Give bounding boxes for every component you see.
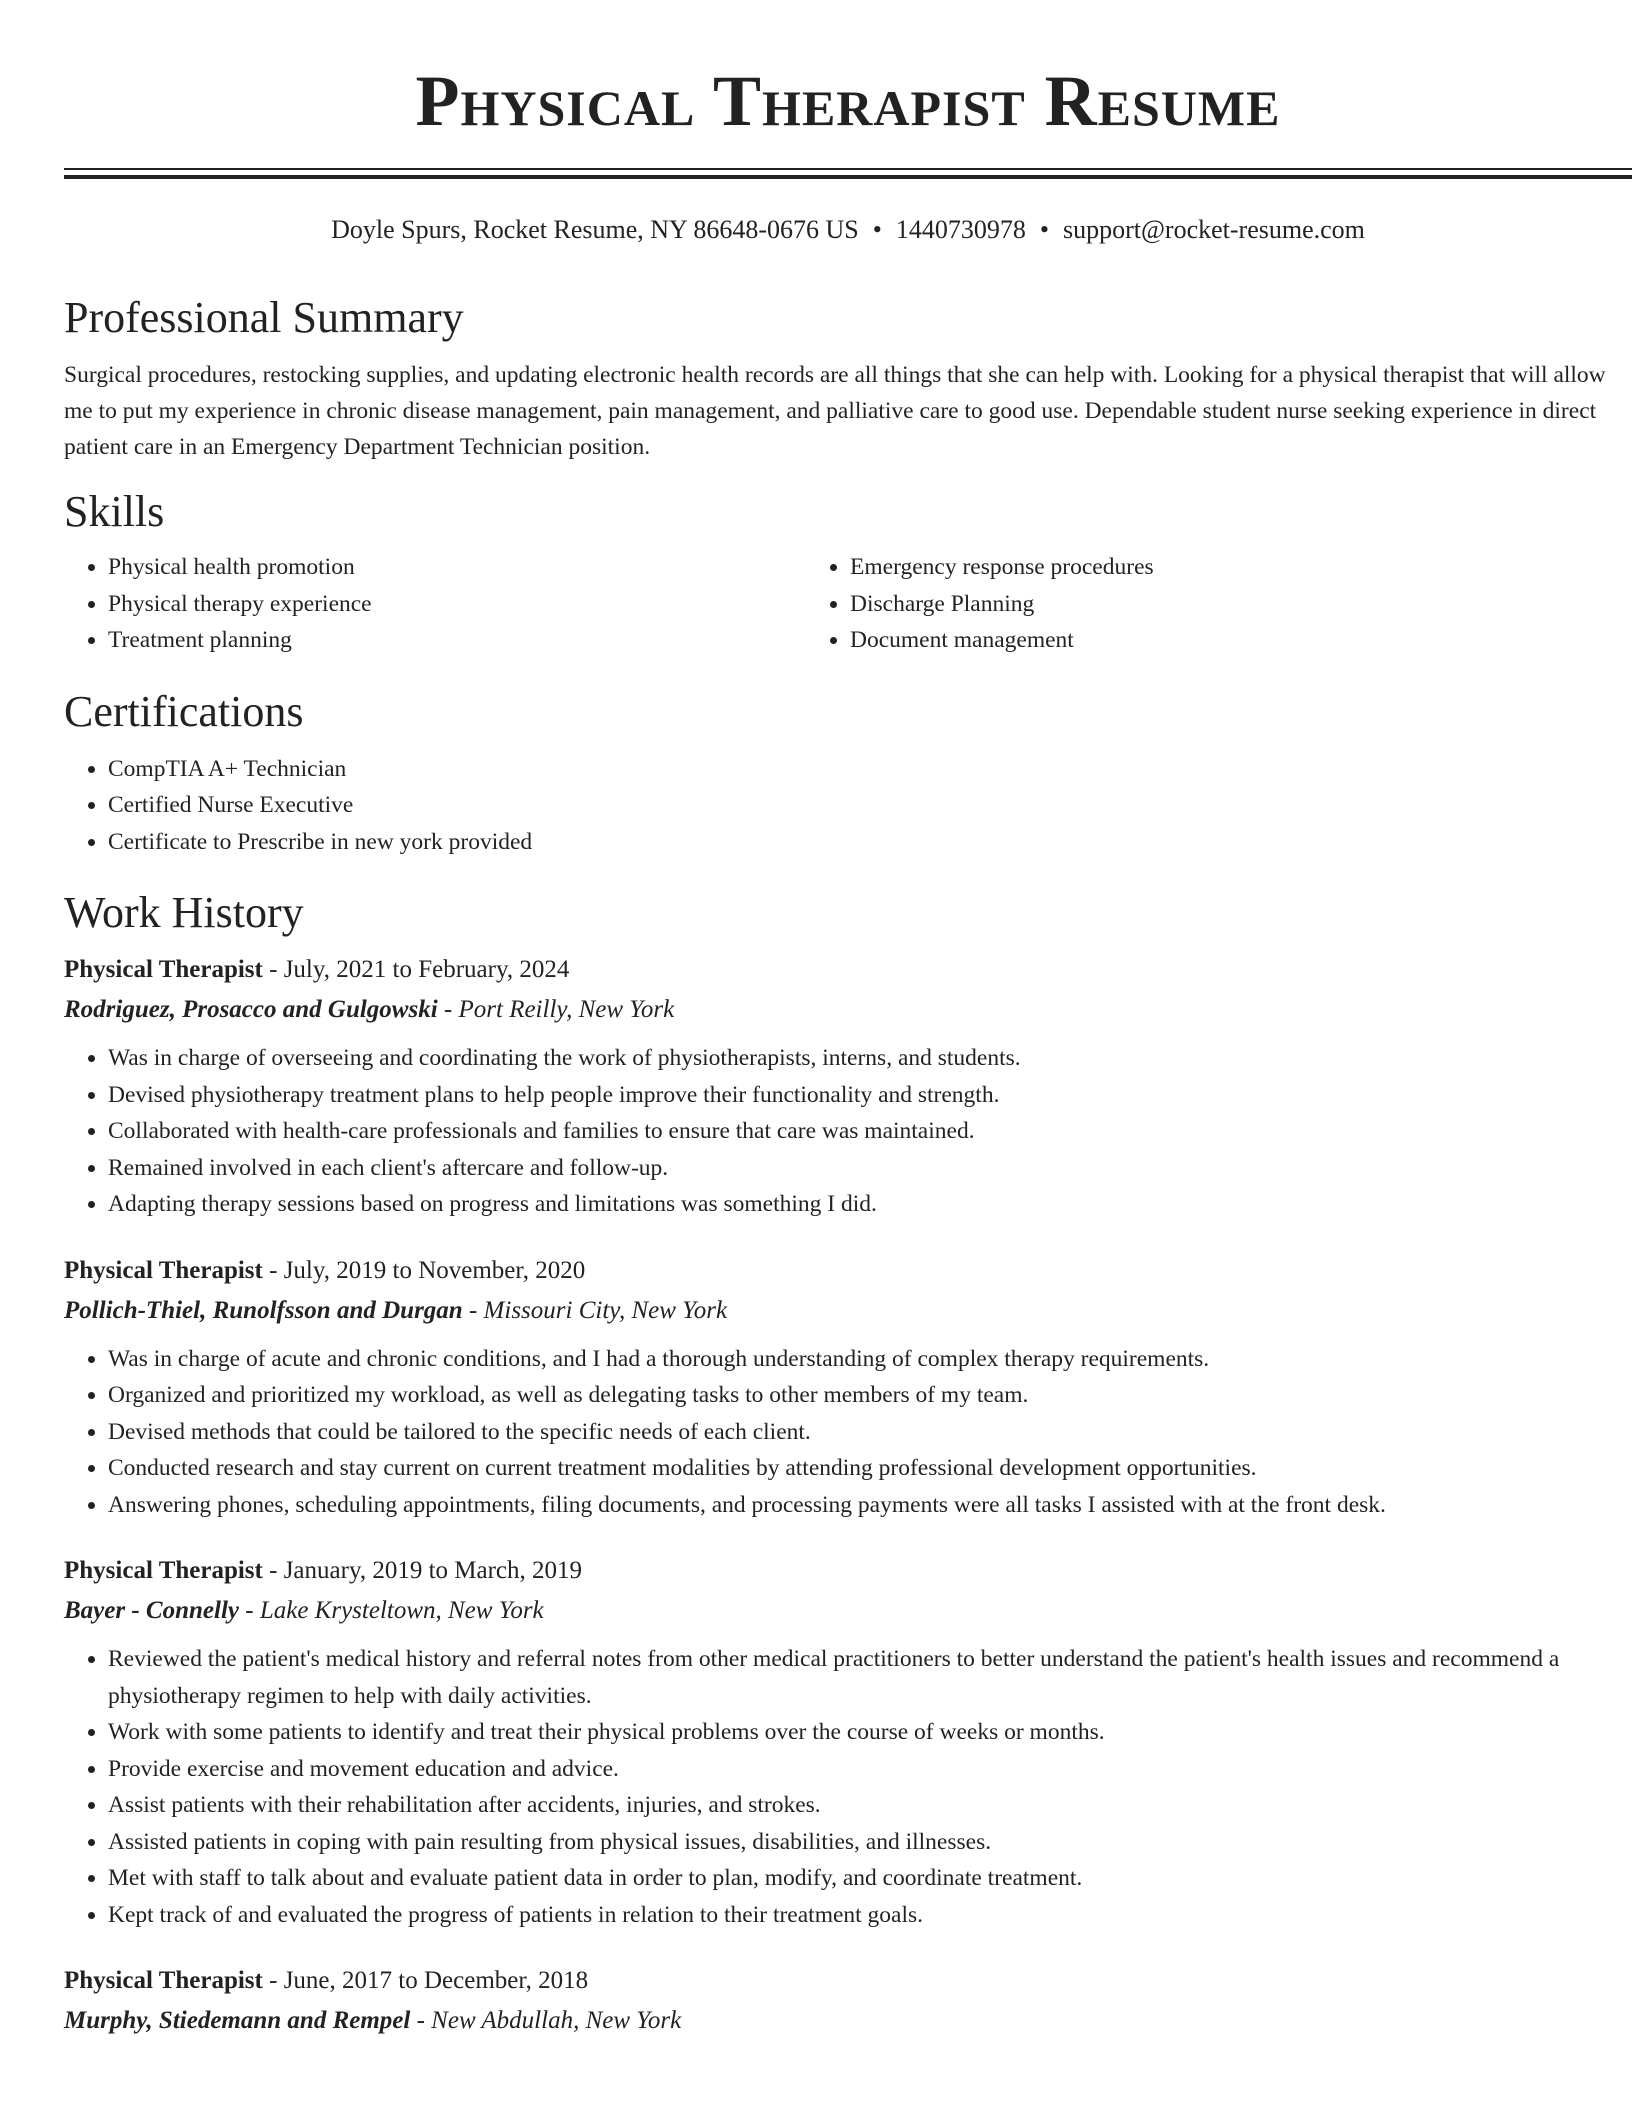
job-bullet: • Reviewed the patient's medical history and referral notes from other medical practitioners to better understand the patient's health issues and recommend a physiotherapy regimen to help with daily activities. <box>108 1641 1632 1714</box>
job-entry <box>64 1551 1632 1933</box>
title-divider <box>64 168 1632 179</box>
job-dates: - June, 2017 to December, 2018 <box>262 1967 589 1994</box>
job-header <box>64 1551 1632 1591</box>
job-bullet: • Collaborated with health-care professionals and families to ensure that care was maintained. <box>108 1113 1632 1150</box>
job-dates: - July, 2021 to February, 2024 <box>262 956 570 983</box>
job-bullet: • Answering phones, scheduling appointments, filing documents, and processing payments were all tasks I assisted with at the front desk. <box>108 1487 1632 1524</box>
job-bullets <box>64 1341 1632 1524</box>
job-bullet: • Adapting therapy sessions based on progress and limitations was something I did. <box>108 1186 1632 1223</box>
skills-grid <box>64 549 1632 659</box>
job-company: Murphy, Stiedemann and Rempel <box>64 2007 411 2034</box>
contact-email: support@rocket-resume.com <box>1062 215 1365 244</box>
job-header <box>64 950 1632 990</box>
resume-page <box>64 0 1632 2041</box>
skill-item: • Document management <box>850 622 1548 659</box>
resume-title: Physical Therapist Resume <box>415 61 1281 141</box>
certification-item: • CompTIA A+ Technician <box>108 751 1632 788</box>
job-bullets <box>64 1641 1632 1933</box>
work-history-section <box>64 886 1632 2041</box>
certifications-section <box>64 685 1632 861</box>
skills-section <box>64 485 1632 659</box>
job-company-line <box>64 2001 1632 2041</box>
job-dates: - July, 2019 to November, 2020 <box>262 1256 586 1284</box>
certification-item: • Certificate to Prescribe in new york provided <box>108 824 1632 861</box>
job-header <box>64 1961 1632 2001</box>
job-location: - Lake Krysteltown, New York <box>239 1597 544 1624</box>
job-bullet: • Conducted research and stay current on current treatment modalities by attending professional development opportunities. <box>108 1450 1632 1487</box>
job-title: Physical Therapist <box>64 1967 263 1994</box>
skills-heading: Skills <box>64 487 165 536</box>
job-bullet: • Kept track of and evaluated the progress of patients in relation to their treatment goals. <box>108 1897 1632 1934</box>
job-company-line <box>64 1291 1632 1331</box>
job-company-line <box>64 990 1632 1030</box>
summary-section <box>64 291 1632 465</box>
skills-column-left <box>64 549 806 659</box>
job-location: - New Abdullah, New York <box>410 2007 682 2034</box>
job-company: Pollich-Thiel, Runolfsson and Durgan <box>64 1296 463 1324</box>
job-entry <box>64 1961 1632 2041</box>
job-bullet: • Assist patients with their rehabilitation after accidents, injuries, and strokes. <box>108 1787 1632 1824</box>
job-bullet: • Was in charge of overseeing and coordinating the work of physiotherapists, interns, and students. <box>108 1040 1632 1077</box>
job-bullet: • Was in charge of acute and chronic conditions, and I had a thorough understanding of complex therapy requirements. <box>108 1341 1632 1378</box>
job-location: - Missouri City, New York <box>462 1296 728 1324</box>
job-title: Physical Therapist <box>64 1557 263 1584</box>
contact-address: Doyle Spurs, Rocket Resume, NY 86648-0676 US <box>331 215 859 244</box>
job-bullet: • Devised methods that could be tailored to the specific needs of each client. <box>108 1414 1632 1451</box>
job-company: Rodriguez, Prosacco and Gulgowski <box>64 996 438 1023</box>
skill-item: • Discharge Planning <box>850 586 1548 623</box>
job-header <box>64 1251 1632 1291</box>
job-bullet: • Work with some patients to identify and treat their physical problems over the course of weeks or months. <box>108 1714 1632 1751</box>
summary-text: Surgical procedures, restocking supplies, and updating electronic health records are all things that she can help with. Looking for a physical therapist that will allow me to put my experience in chronic disease management, pain management, and palliative care to good use. Dependable student nurse seeking experience in direct patient care in an Emergency Department Technician position. <box>64 362 1606 460</box>
job-title: Physical Therapist <box>64 956 263 983</box>
job-location: - Port Reilly, New York <box>437 996 675 1023</box>
job-bullets <box>64 1040 1632 1223</box>
job-bullet: • Organized and prioritized my workload, as well as delegating tasks to other members of my team. <box>108 1377 1632 1414</box>
work-history-heading: Work History <box>64 888 304 937</box>
job-bullet: • Provide exercise and movement education and advice. <box>108 1751 1632 1788</box>
contact-line <box>64 213 1632 247</box>
contact-phone: 1440730978 <box>895 215 1026 244</box>
skills-column-right <box>806 549 1548 659</box>
certification-item: • Certified Nurse Executive <box>108 787 1632 824</box>
job-bullet: • Assisted patients in coping with pain resulting from physical issues, disabilities, and illnesses. <box>108 1824 1632 1861</box>
skill-item: • Physical therapy experience <box>108 586 806 623</box>
certifications-heading: Certifications <box>64 686 304 736</box>
job-bullet: • Met with staff to talk about and evaluate patient data in order to plan, modify, and coordinate treatment. <box>108 1860 1632 1897</box>
contact-separator: • <box>1039 215 1049 244</box>
summary-heading: Professional Summary <box>64 293 464 342</box>
job-title: Physical Therapist <box>64 1256 263 1284</box>
job-bullet: • Devised physiotherapy treatment plans to help people improve their functionality and strength. <box>108 1077 1632 1114</box>
skill-item: • Physical health promotion <box>108 549 806 586</box>
job-dates: - January, 2019 to March, 2019 <box>262 1557 583 1584</box>
job-bullet: • Remained involved in each client's aftercare and follow-up. <box>108 1150 1632 1187</box>
skill-item: • Treatment planning <box>108 622 806 659</box>
skill-item: • Emergency response procedures <box>850 549 1548 586</box>
job-company: Bayer - Connelly <box>64 1597 239 1624</box>
job-entry <box>64 950 1632 1223</box>
job-entry <box>64 1251 1632 1524</box>
job-company-line <box>64 1591 1632 1631</box>
contact-separator: • <box>872 215 882 244</box>
